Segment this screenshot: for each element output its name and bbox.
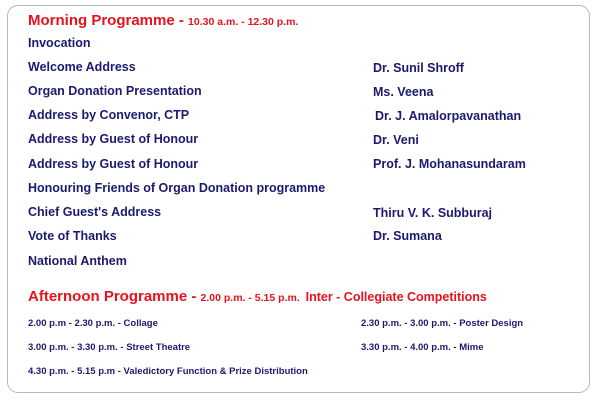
morning-heading — [28, 12, 298, 30]
slot-poster-design: 2.30 p.m. - 3.00 p.m. - Poster Design — [361, 318, 524, 329]
programme-item-invocation: Invocation — [28, 36, 91, 50]
speaker-organ-donation: Ms. Veena — [373, 85, 434, 99]
afternoon-subtitle: Inter - Collegiate Competitions — [305, 290, 487, 304]
programme-item-welcome: Welcome Address — [28, 60, 136, 74]
afternoon-time: 2.00 p.m. - 5.15 p.m. — [200, 292, 300, 304]
afternoon-separator: - — [187, 288, 201, 305]
morning-time: 10.30 a.m. - 12.30 p.m. — [188, 16, 299, 28]
speaker-convenor: Dr. J. Amalorpavanathan — [375, 109, 522, 123]
speaker-welcome: Dr. Sunil Shroff — [373, 61, 464, 75]
programme-item-vote-of-thanks: Vote of Thanks — [28, 229, 117, 243]
speaker-guest-2: Prof. J. Mohanasundaram — [373, 157, 526, 171]
afternoon-title: Afternoon Programme — [28, 288, 188, 305]
programme-item-honouring: Honouring Friends of Organ Donation programme — [28, 181, 326, 195]
speaker-guest-1: Dr. Veni — [373, 133, 419, 147]
slot-collage: 2.00 p.m - 2.30 p.m. - Collage — [28, 318, 158, 329]
afternoon-heading — [28, 288, 487, 306]
programme-item-national-anthem: National Anthem — [28, 254, 127, 268]
programme-item-guest-1: Address by Guest of Honour — [28, 132, 199, 146]
programme-item-chief-guest: Chief Guest's Address — [28, 205, 162, 219]
morning-title: Morning Programme — [28, 12, 175, 29]
programme-item-organ-donation: Organ Donation Presentation — [28, 84, 202, 98]
speaker-chief-guest: Thiru V. K. Subburaj — [373, 206, 492, 220]
slot-valedictory: 4.30 p.m. - 5.15 p.m - Valedictory Function & Prize Distribution — [28, 366, 308, 377]
morning-separator: - — [174, 12, 189, 29]
slot-street-theatre: 3.00 p.m. - 3.30 p.m. - Street Theatre — [28, 342, 191, 353]
programme-item-guest-2: Address by Guest of Honour — [28, 157, 199, 171]
speaker-vote-of-thanks: Dr. Sumana — [373, 229, 442, 243]
programme-item-convenor: Address by Convenor, CTP — [28, 108, 190, 122]
slot-mime: 3.30 p.m. - 4.00 p.m. - Mime — [361, 342, 484, 353]
